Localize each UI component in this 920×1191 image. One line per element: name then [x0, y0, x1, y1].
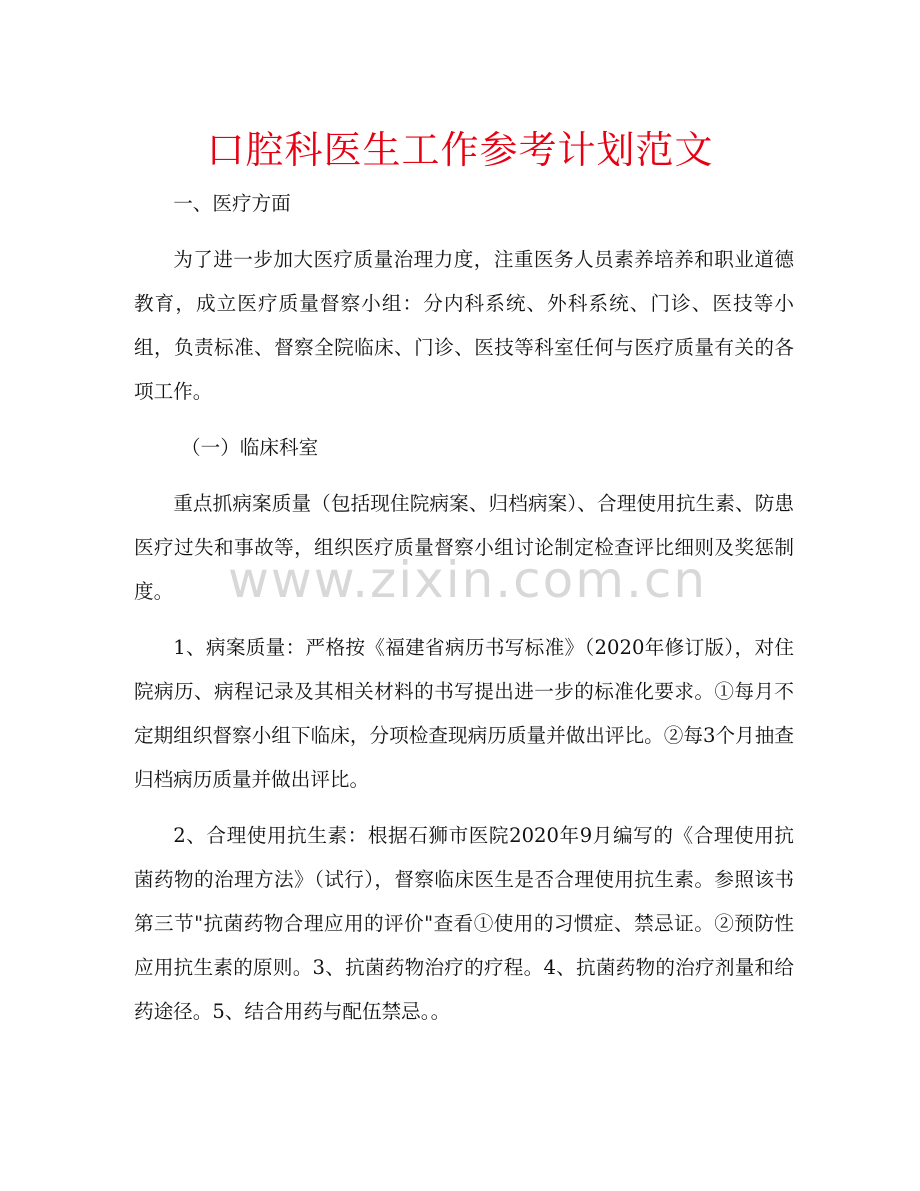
section-heading-medical: 一、医疗方面 — [173, 192, 291, 215]
paragraph-case-quality: 1、病案质量：严格按《福建省病历书写标准》（2020年修订版），对住院病历、病程记录及其相关材料的书写提出进一步的标准化要求。①每月不定期组织督察小组下临床，分项检查现病历质量并做出评比。②每3个月抽查归档病历质量并做出评比。 — [134, 636, 794, 791]
document-body — [134, 182, 794, 1046]
paragraph-intro: 为了进一步加大医疗质量治理力度，注重医务人员素养培养和职业道德教育，成立医疗质量督察小组：分内科系统、外科系统、门诊、医技等小组，负责标准、督察全院临床、门诊、医技等科室任何与医疗质量有关的各项工作。 — [134, 248, 794, 403]
document-title: 口腔科医生工作参考计划范文 — [206, 128, 714, 172]
subsection-heading-clinical: （一）临床科室 — [181, 436, 319, 459]
watermark: www.zixin.com.cn — [228, 551, 708, 609]
paragraph-antibiotics: 2、合理使用抗生素：根据石狮市医院2020年9月编写的《合理使用抗菌药物的治理方法》（试行），督察临床医生是否合理使用抗生素。参照该书第三节"抗菌药物合理应用的评价"查看①使用的习惯症、禁忌证。②预防性应用抗生素的原则。3、抗菌药物治疗的疗程。4、抗菌药物的治疗剂量和给药途径。5、结合用药与配伍禁忌。。 — [134, 824, 794, 1023]
paragraph-clinical-focus: 重点抓病案质量（包括现住院病案、归档病案）、合理使用抗生素、防患医疗过失和事故等，组织医疗质量督察小组讨论制定检查评比细则及奖惩制度。 — [134, 492, 794, 603]
